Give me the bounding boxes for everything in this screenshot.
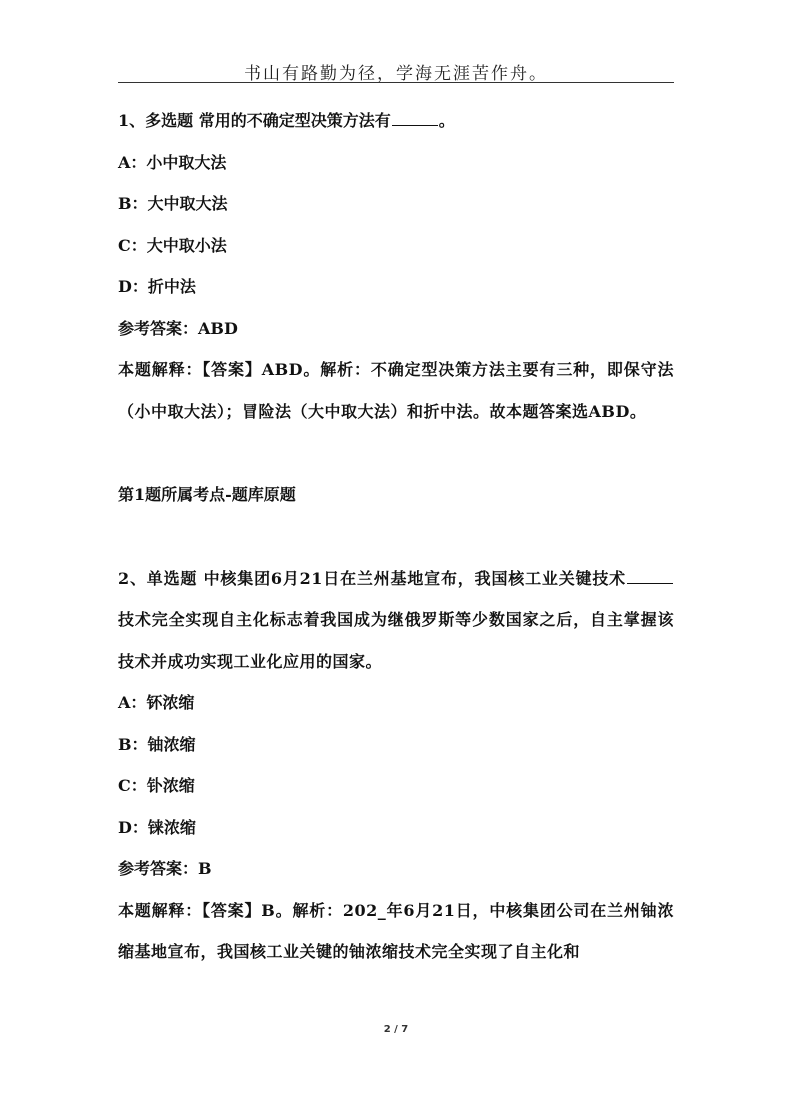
question-1 [118, 100, 674, 558]
stem-text-end: 。 [438, 111, 455, 130]
reference-answer: 参考答案：B [118, 859, 212, 878]
answer-blank [392, 124, 438, 126]
document-body [118, 100, 674, 973]
question-2 [118, 558, 674, 973]
reference-answer: 参考答案：ABD [118, 318, 238, 338]
stem-text-end: 技术完全实现自主化标志着我国成为继俄罗斯等少数国家之后，自主掌握该技术并成功实现工业化应用的国家。 [118, 610, 674, 671]
page-number: 2 / 7 [383, 1024, 409, 1035]
option-d: D：铼浓缩 [118, 817, 196, 837]
explanation: 本题解释：【答案】B。解析：202_年6月21日，中核集团公司在兰州铀浓缩基地宣布，我国核工业关键的铀浓缩技术完全实现了自主化和 [118, 900, 674, 961]
option-d: D：折中法 [118, 277, 196, 296]
option-c: C：钋浓缩 [118, 776, 195, 795]
page-header-motto: 书山有路勤为径，学海无涯苦作舟。 [244, 64, 548, 84]
header-divider [118, 82, 674, 83]
topic-label: 第1题所属考点-题库原题 [118, 485, 296, 504]
spacer [118, 516, 674, 558]
question-stem [118, 100, 674, 142]
explanation: 本题解释：【答案】ABD。解析：不确定型决策方法主要有三种，即保守法（小中取大法）；冒险法（大中取大法）和折中法。故本题答案选ABD。 [118, 360, 674, 421]
stem-text: 1、多选题 常用的不确定型决策方法有 [118, 111, 391, 130]
option-b: B：铀浓缩 [118, 734, 196, 754]
question-stem [118, 558, 674, 683]
stem-text: 2、单选题 中核集团6月21日在兰州基地宣布，我国核工业关键技术 [118, 568, 626, 588]
option-c: C：大中取小法 [118, 235, 227, 255]
option-a: A：小中取大法 [118, 152, 227, 172]
answer-blank [627, 582, 673, 584]
option-a: A：钚浓缩 [118, 693, 195, 712]
spacer [118, 432, 674, 474]
option-b: B：大中取大法 [118, 194, 228, 213]
